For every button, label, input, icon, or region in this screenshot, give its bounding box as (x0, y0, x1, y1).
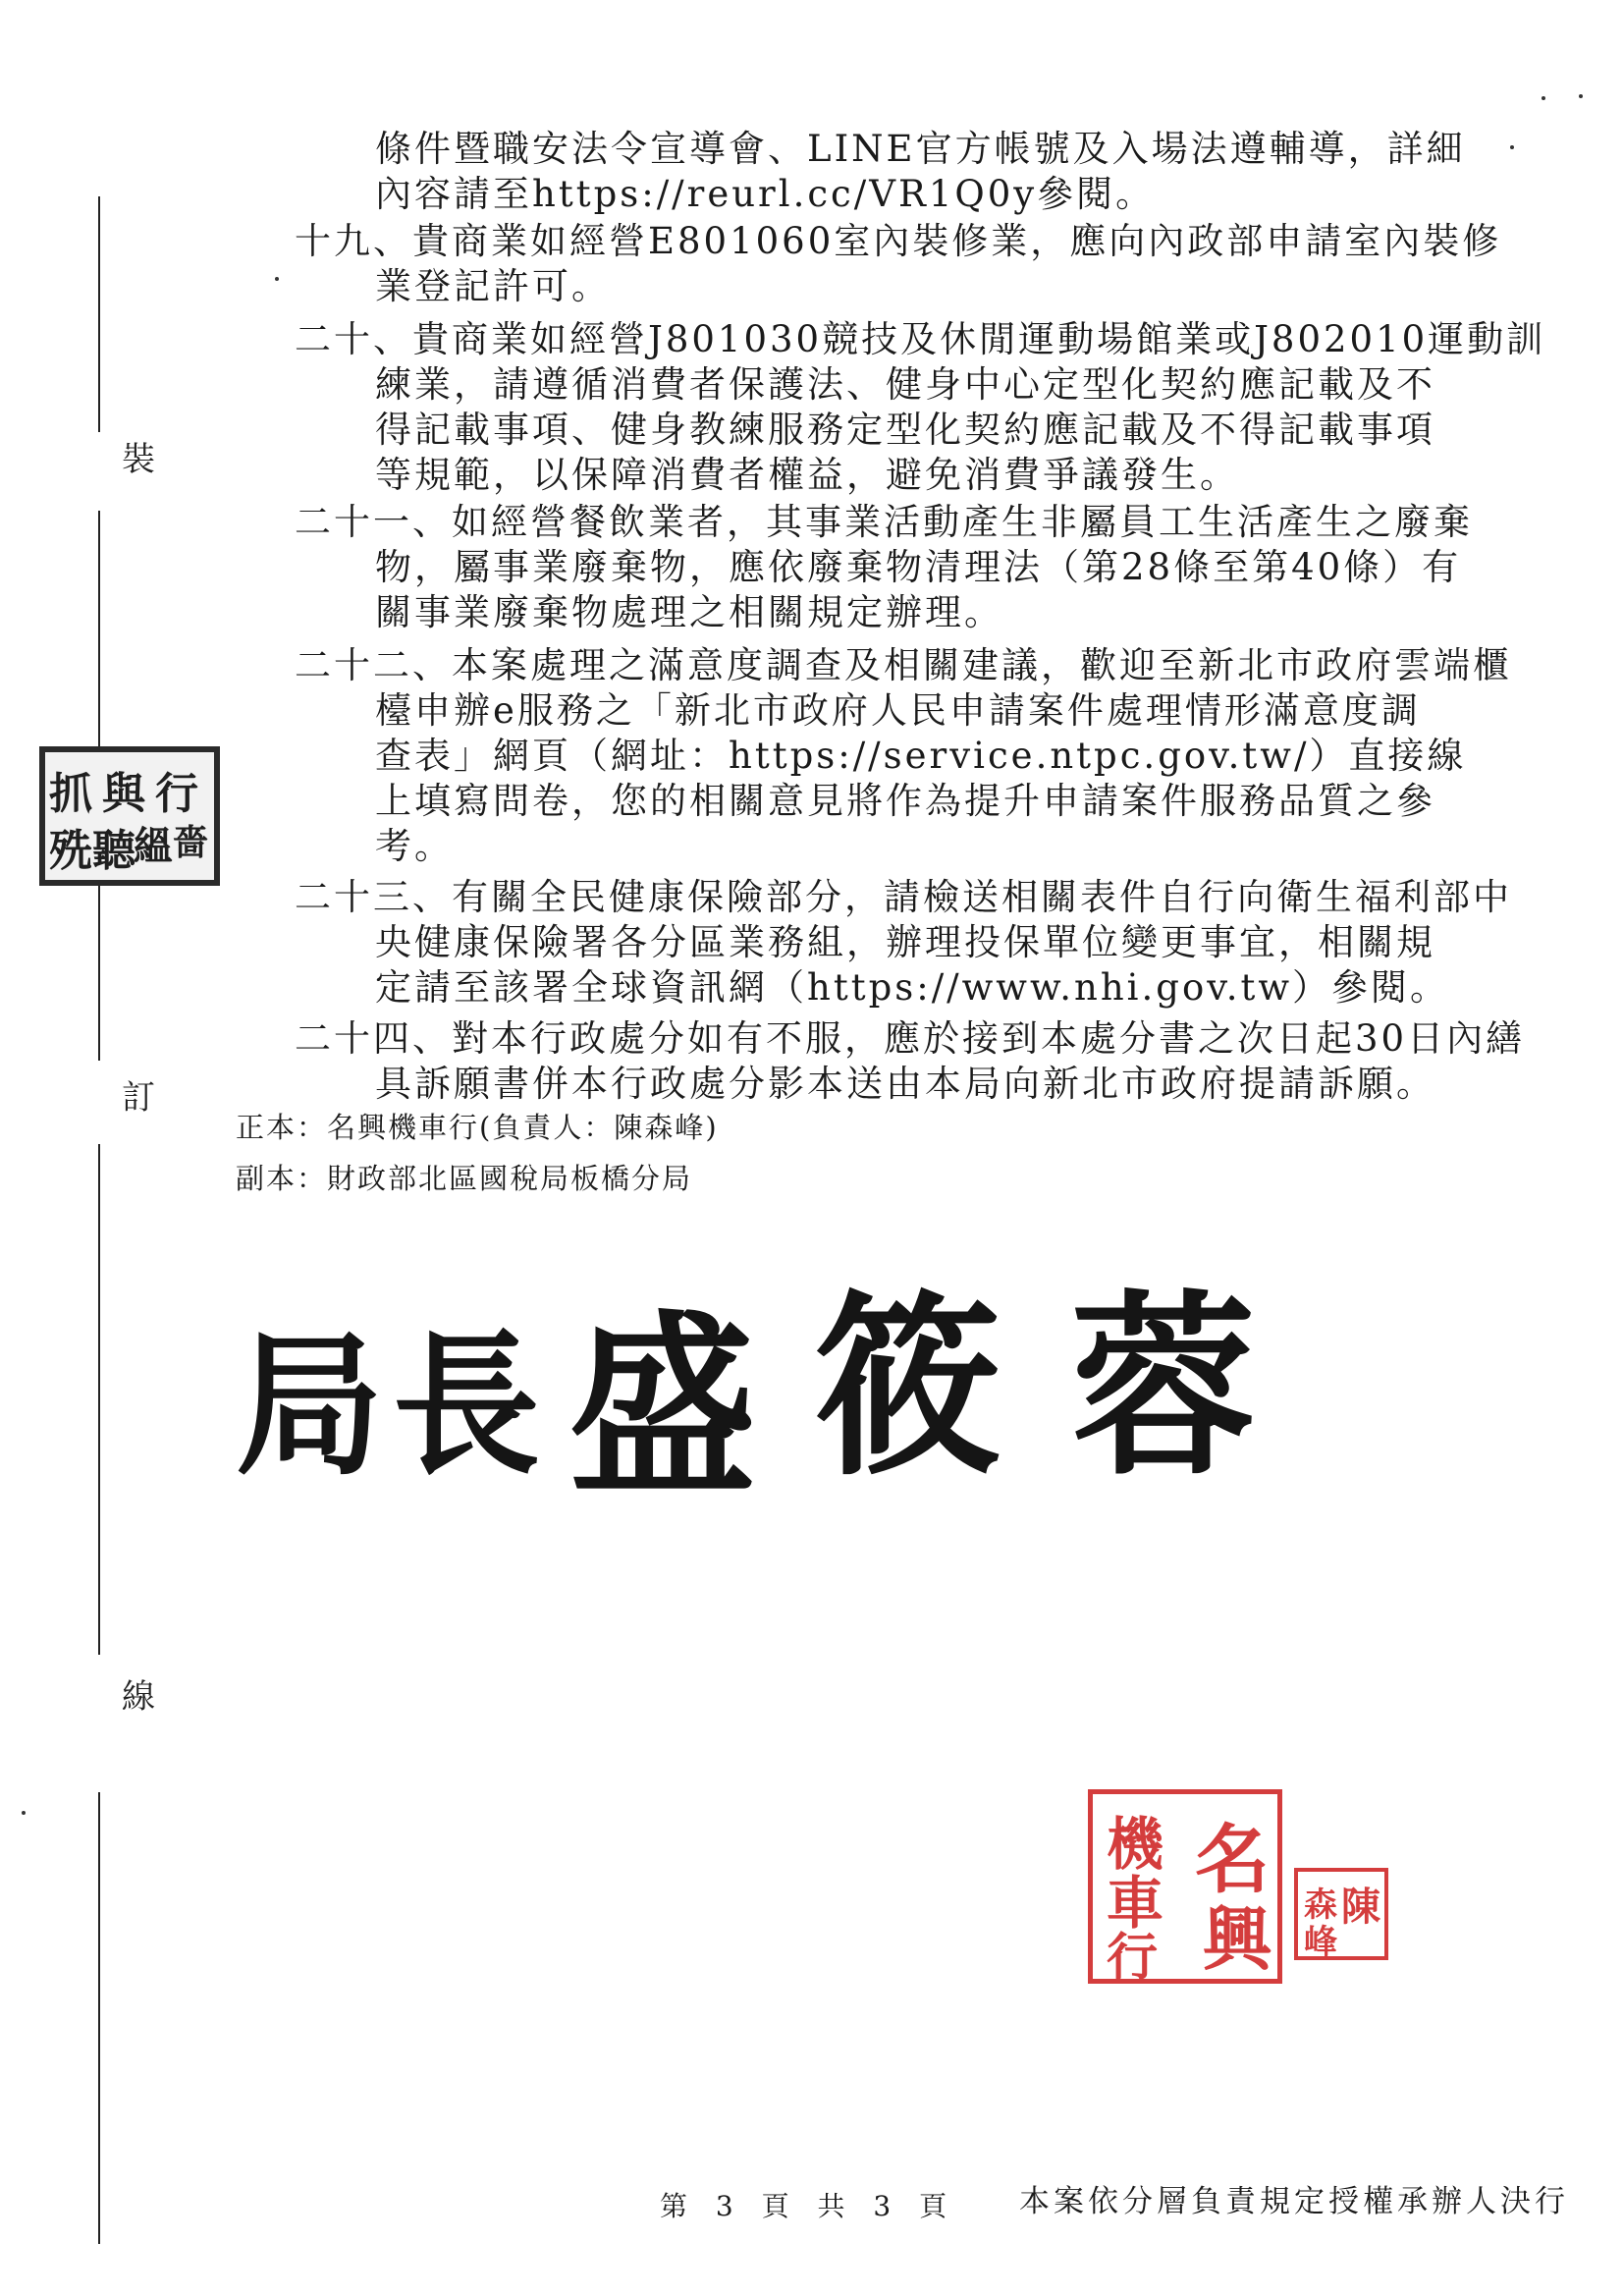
body-line: 具訴願書併本行政處分影本送由本局向新北市政府提請訴願。 (375, 1063, 1435, 1105)
body-line: 二十一、如經營餐飲業者，其事業活動產生非屬員工生活產生之廢棄 (295, 501, 1473, 543)
body-line: 查表」網頁（網址：https://service.ntpc.gov.tw/）直接線 (375, 735, 1467, 777)
body-line: 業登記許可。 (375, 265, 611, 307)
seal-char: 嗇 (173, 822, 209, 863)
scan-speck (22, 1811, 26, 1815)
body-line: 練業，請遵循消費者保護法、健身中心定型化契約應記載及不 (375, 363, 1435, 406)
authorization-note: 本案依分層負責規定授權承辦人決行 (1019, 2184, 1569, 2219)
body-line: 條件暨職安法令宣導會、LINE官方帳號及入場法遵輔導，詳細 (375, 128, 1466, 170)
scan-speck (1542, 96, 1545, 100)
binding-rule-lower-mid (98, 1144, 100, 1655)
body-line: 定請至該署全球資訊網（https://www.nhi.gov.tw）參閱。 (375, 966, 1450, 1009)
scan-speck (1510, 145, 1514, 149)
body-line: 內容請至https://reurl.cc/VR1Q0y參閱。 (375, 173, 1156, 215)
copy-recipient: 副本：財政部北區國稅局板橋分局 (236, 1162, 693, 1195)
seal-char: 森 (1304, 1886, 1337, 1925)
body-line: 考。 (375, 825, 454, 867)
signature-glyph: 筱 (815, 1272, 1002, 1503)
signature-glyph: 局 (236, 1315, 384, 1498)
seal-char: 名 (1195, 1816, 1270, 1903)
seal-char: 抓 (49, 769, 92, 819)
seal-char: 行 (1107, 1928, 1159, 1988)
body-line: 關事業廢棄物處理之相關規定辦理。 (375, 591, 1003, 633)
seal-char: 機 (1107, 1811, 1164, 1878)
scan-speck (275, 277, 279, 281)
binding-label-bind: 裝 (122, 440, 155, 479)
signature-glyph: 長 (393, 1315, 541, 1498)
body-line: 檯申辦e服務之「新北市政府人民申請案件處理情形滿意度調 (375, 689, 1421, 732)
body-line: 二十四、對本行政處分如有不服，應於接到本處分書之次日起30日內繕 (295, 1017, 1526, 1060)
binding-rule-bottom (98, 1792, 100, 2244)
body-line: 央健康保險署各分區業務組，辦理投保單位變更事宜，相關規 (375, 921, 1435, 963)
scan-speck (1579, 94, 1583, 98)
binding-label-staple: 訂 (122, 1078, 155, 1118)
signature-glyph: 蓉 (1070, 1272, 1258, 1503)
body-line: 二十、貴商業如經營J801030競技及休閒運動場館業或J802010運動訓 (295, 318, 1546, 360)
body-line: 物，屬事業廢棄物，應依廢棄物清理法（第28條至第40條）有 (375, 546, 1462, 588)
seal-char: 縕 (134, 823, 173, 869)
page-indicator: 第 3 頁 共 3 頁 (660, 2190, 957, 2222)
seal-char: 聽 (92, 826, 135, 876)
director-signature (236, 1228, 1316, 1522)
body-line: 得記載事項、健身教練服務定型化契約應記載及不得記載事項 (375, 409, 1435, 451)
seal-char: 興 (1203, 1898, 1271, 1980)
agency-seal (39, 746, 220, 886)
seal-char: 陳 (1341, 1884, 1380, 1930)
company-seal (1088, 1789, 1282, 1988)
body-line: 二十二、本案處理之滿意度調查及相關建議，歡迎至新北市政府雲端櫃 (295, 644, 1512, 686)
signature-glyph: 盛 (569, 1291, 757, 1522)
body-line: 等規範，以保障消費者權益，避免消費爭議發生。 (375, 454, 1239, 496)
body-line: 上填寫問卷，您的相關意見將作為提升申請案件服務品質之參 (375, 780, 1435, 822)
seal-char: 車 (1107, 1870, 1164, 1937)
seal-char: 行 (155, 769, 198, 819)
seal-char: 㱡 (49, 826, 92, 876)
body-line: 二十三、有關全民健康保險部分，請檢送相關表件自行向衛生福利部中 (295, 876, 1512, 918)
original-recipient: 正本：名興機車行(負責人：陳森峰) (236, 1111, 719, 1144)
binding-label-line: 線 (122, 1677, 155, 1717)
seal-char: 與 (102, 769, 145, 819)
body-line: 十九、貴商業如經營E801060室內裝修業，應向內政部申請室內裝修 (295, 220, 1502, 262)
owner-seal (1294, 1868, 1388, 1960)
binding-rule-top (98, 196, 100, 432)
seal-char: 峰 (1304, 1923, 1337, 1962)
